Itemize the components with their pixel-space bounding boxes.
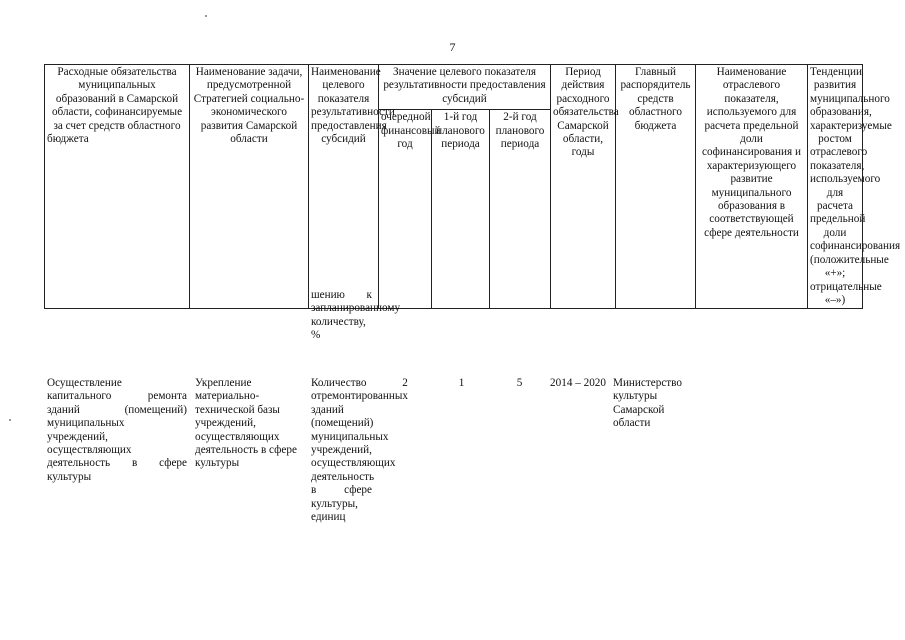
row-expenditure-obligation: Осуществление капитального ремонта зданий (помещений) муниципальных учреждений, осуществляющих деятельность в сфере культуры [47,377,187,483]
table-header [44,64,901,309]
row-value-plan-year-2: 5 [516,377,523,389]
scan-speck [205,15,207,17]
row-value-current-year: 2 [402,377,408,389]
header-col-sector-indicator: Наименование отраслевого показателя, используемого для расчета предельной доли софинансирования и характеризующего развитие муниципального образования в соответствующей сфере деятельности [696,65,808,309]
header-col-current-year: очередной финансовый год [379,110,432,309]
row-indicator-name: Количество отремонтированных зданий (помещений) муниципальных учреждений, осуществляющих деятельность в сфере культуры, единиц [311,377,408,524]
header-col-budget-manager: Главный распорядитель средств областного бюджета [616,65,696,309]
header-col-indicator-name: Наименование целевого показателя результативности предоставления субсидий [309,65,379,309]
header-col-trends: Тенденции развития муниципального образования, характеризуемые ростом отраслевого показателя, используемого для расчета предельной доли софинансирования (положительные «+»; отрицательные «–») [808,65,863,309]
header-col-indicator-value: Значение целевого показателя результативности предоставления субсидий [379,65,551,110]
header-col-plan-year-2: 2-й год планового периода [490,110,551,309]
page-number: 7 [449,40,456,54]
row-value-plan-year-1: 1 [458,377,465,389]
header-col-period: Период действия расходного обязательства Самарской области, годы [551,65,616,309]
row-strategy-task: Укрепление материально-технической базы учреждений, осуществляющих деятельность в сфере культуры [195,377,297,470]
header-col-expenditure-obligations: Расходные обязательства муниципальных образований в Самарской области, софинансируемые за счет средств областного бюджета [45,65,190,309]
header-col-plan-year-1: 1-й год планового периода [432,110,490,309]
row-period: 2014 – 2020 [550,377,606,389]
scan-speck [9,419,11,421]
header-col-strategy-task: Наименование задачи, предусмотренной Стратегией социально-экономического развития Самарской области [190,65,309,309]
indicator-continuation: шению к запланированному количеству, % [311,289,401,342]
row-budget-manager: Министерство культуры Самарской области [613,377,682,430]
